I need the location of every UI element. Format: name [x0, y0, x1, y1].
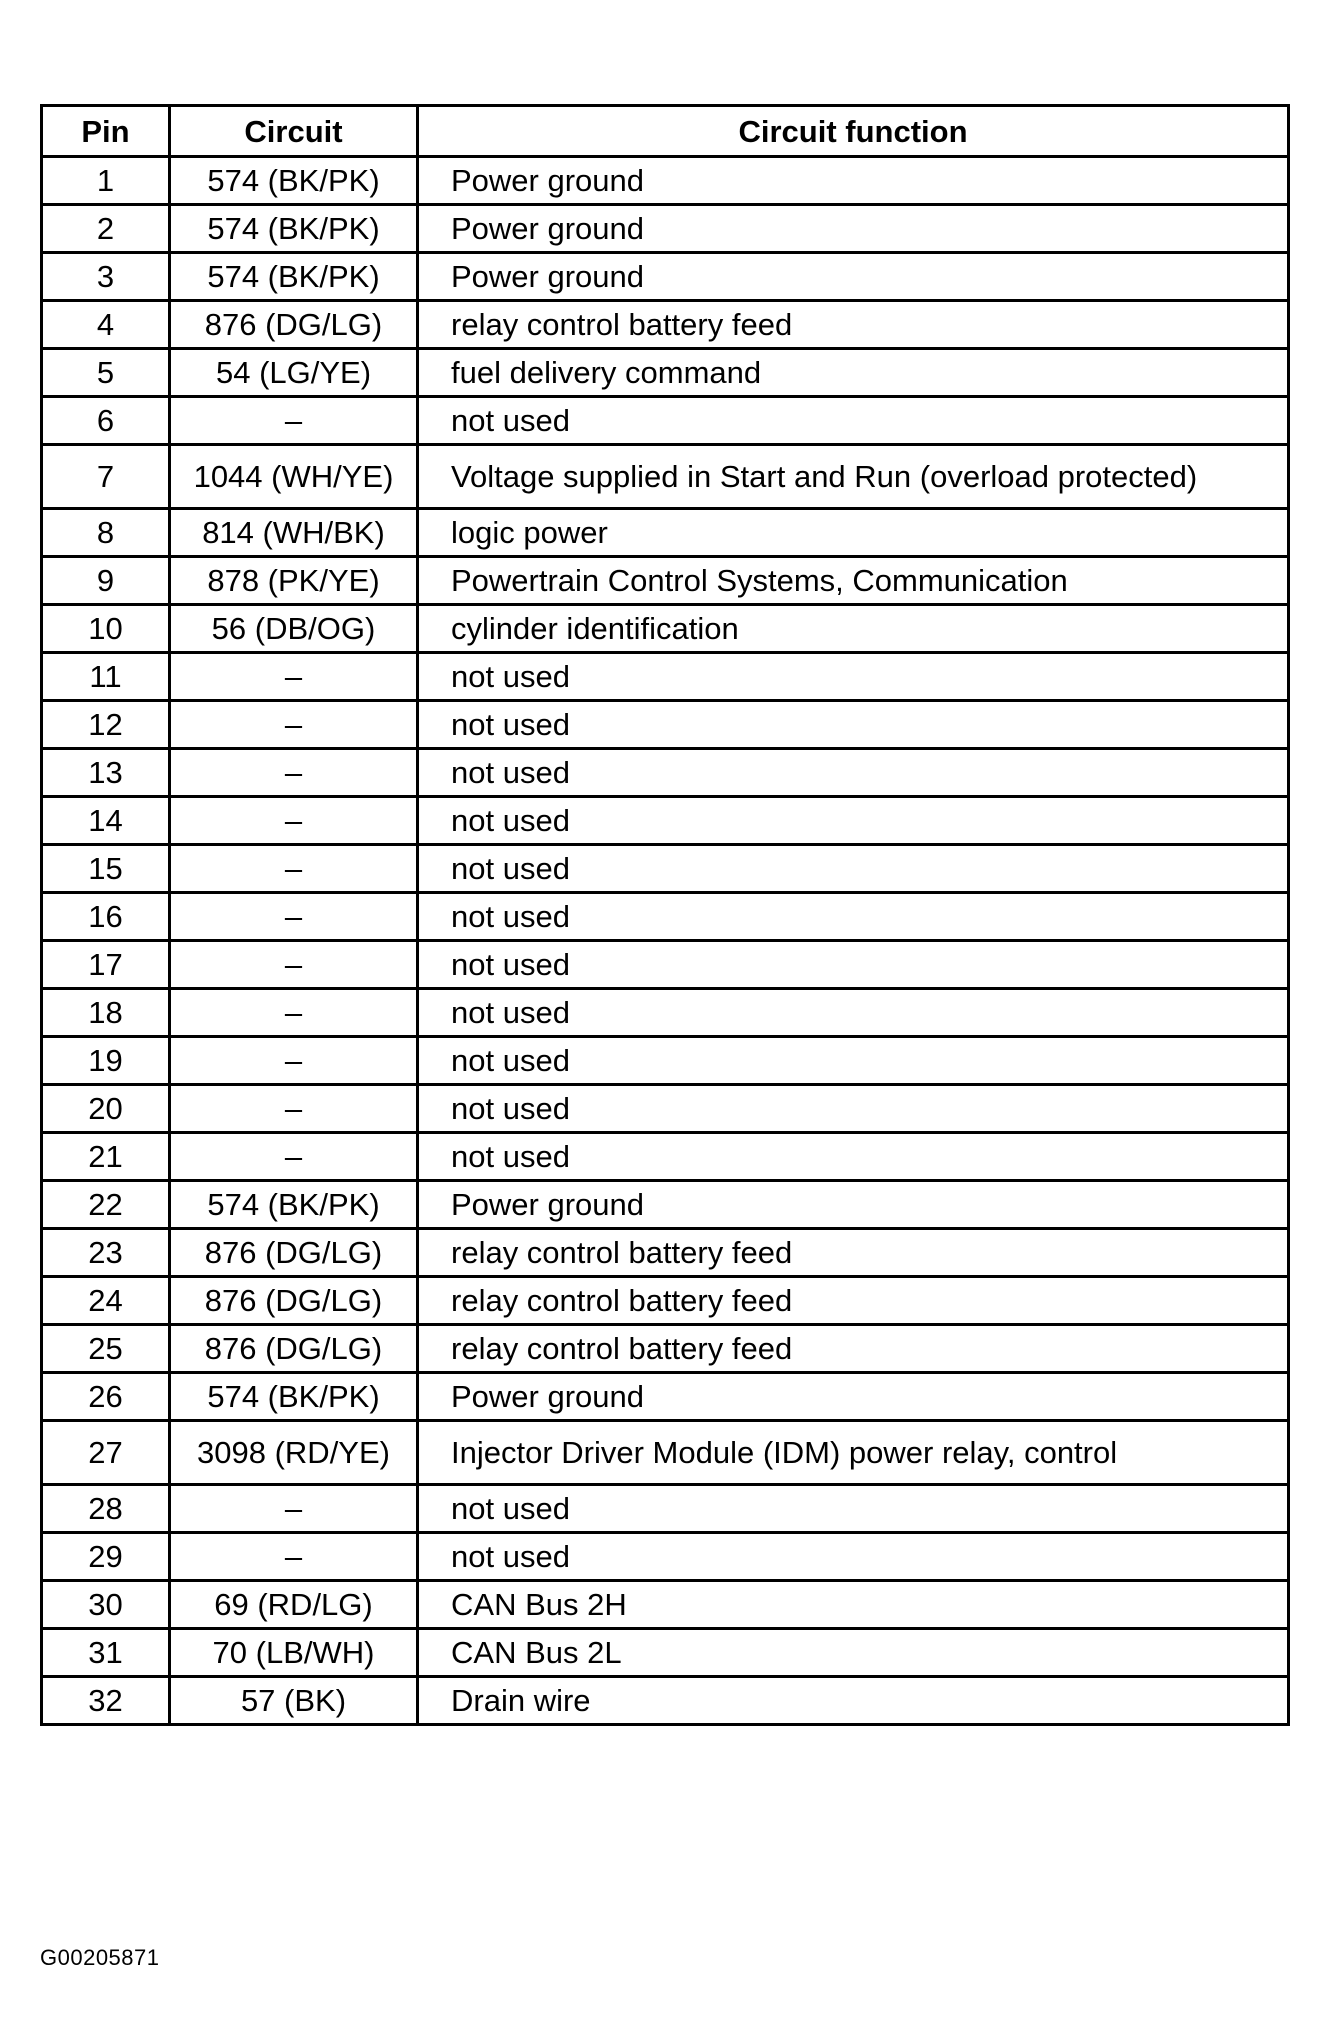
circuit-cell: –	[170, 989, 418, 1037]
circuit-function-cell: not used	[418, 941, 1289, 989]
circuit-cell: 876 (DG/LG)	[170, 1229, 418, 1277]
circuit-function-cell: Voltage supplied in Start and Run (overload protected)	[418, 445, 1289, 509]
circuit-cell: 574 (BK/PK)	[170, 1181, 418, 1229]
pin-cell: 8	[42, 509, 170, 557]
table-row	[42, 1133, 1289, 1181]
pin-cell: 4	[42, 301, 170, 349]
circuit-function-cell: relay control battery feed	[418, 1229, 1289, 1277]
circuit-function-cell: not used	[418, 749, 1289, 797]
figure-id: G00205871	[40, 1945, 160, 1970]
circuit-function-cell: Drain wire	[418, 1677, 1289, 1725]
pin-cell: 19	[42, 1037, 170, 1085]
circuit-function-cell: not used	[418, 397, 1289, 445]
circuit-function-cell: not used	[418, 653, 1289, 701]
table-row	[42, 797, 1289, 845]
table-row	[42, 1229, 1289, 1277]
circuit-cell: –	[170, 653, 418, 701]
table-row	[42, 1037, 1289, 1085]
circuit-cell: 70 (LB/WH)	[170, 1629, 418, 1677]
pin-cell: 16	[42, 893, 170, 941]
circuit-cell: 69 (RD/LG)	[170, 1581, 418, 1629]
circuit-function-cell: fuel delivery command	[418, 349, 1289, 397]
table-row	[42, 1533, 1289, 1581]
circuit-function-cell: cylinder identification	[418, 605, 1289, 653]
pin-cell: 1	[42, 157, 170, 205]
table-row	[42, 557, 1289, 605]
table-row	[42, 205, 1289, 253]
table-row	[42, 1277, 1289, 1325]
pin-cell: 24	[42, 1277, 170, 1325]
pin-cell: 3	[42, 253, 170, 301]
pin-cell: 5	[42, 349, 170, 397]
circuit-function-cell: relay control battery feed	[418, 1325, 1289, 1373]
pin-cell: 17	[42, 941, 170, 989]
pin-cell: 22	[42, 1181, 170, 1229]
header-circuit: Circuit	[170, 106, 418, 157]
table-row	[42, 1629, 1289, 1677]
pin-cell: 2	[42, 205, 170, 253]
circuit-cell: 814 (WH/BK)	[170, 509, 418, 557]
circuit-cell: –	[170, 1133, 418, 1181]
circuit-cell: –	[170, 1533, 418, 1581]
circuit-cell: –	[170, 1085, 418, 1133]
circuit-cell: 574 (BK/PK)	[170, 157, 418, 205]
circuit-cell: –	[170, 845, 418, 893]
pin-cell: 12	[42, 701, 170, 749]
circuit-function-cell: not used	[418, 1485, 1289, 1533]
pin-cell: 9	[42, 557, 170, 605]
pin-cell: 32	[42, 1677, 170, 1725]
circuit-function-cell: not used	[418, 1037, 1289, 1085]
circuit-function-cell: Power ground	[418, 1181, 1289, 1229]
pin-cell: 30	[42, 1581, 170, 1629]
circuit-function-cell: Power ground	[418, 1373, 1289, 1421]
table-row	[42, 1485, 1289, 1533]
circuit-function-cell: not used	[418, 989, 1289, 1037]
circuit-cell: 574 (BK/PK)	[170, 1373, 418, 1421]
circuit-cell: –	[170, 749, 418, 797]
circuit-function-cell: not used	[418, 893, 1289, 941]
pin-cell: 18	[42, 989, 170, 1037]
circuit-function-cell: not used	[418, 797, 1289, 845]
circuit-cell: –	[170, 1037, 418, 1085]
circuit-cell: –	[170, 397, 418, 445]
table-row	[42, 397, 1289, 445]
header-circuit-function: Circuit function	[418, 106, 1289, 157]
table-row	[42, 1325, 1289, 1373]
circuit-cell: –	[170, 797, 418, 845]
circuit-cell: 574 (BK/PK)	[170, 205, 418, 253]
circuit-function-cell: not used	[418, 1133, 1289, 1181]
circuit-cell: –	[170, 701, 418, 749]
table-row	[42, 445, 1289, 509]
circuit-function-cell: Injector Driver Module (IDM) power relay, control	[418, 1421, 1289, 1485]
table-row	[42, 989, 1289, 1037]
table-row	[42, 1581, 1289, 1629]
table-row	[42, 605, 1289, 653]
circuit-function-cell: not used	[418, 701, 1289, 749]
table-row	[42, 157, 1289, 205]
pin-cell: 28	[42, 1485, 170, 1533]
circuit-function-cell: not used	[418, 845, 1289, 893]
circuit-cell: 878 (PK/YE)	[170, 557, 418, 605]
table-body	[42, 157, 1289, 1725]
pin-cell: 20	[42, 1085, 170, 1133]
header-pin: Pin	[42, 106, 170, 157]
circuit-function-cell: relay control battery feed	[418, 1277, 1289, 1325]
circuit-function-cell: CAN Bus 2H	[418, 1581, 1289, 1629]
circuit-cell: –	[170, 1485, 418, 1533]
table-row	[42, 893, 1289, 941]
circuit-cell: 574 (BK/PK)	[170, 253, 418, 301]
circuit-cell: 876 (DG/LG)	[170, 1277, 418, 1325]
circuit-function-cell: Powertrain Control Systems, Communication	[418, 557, 1289, 605]
pin-cell: 21	[42, 1133, 170, 1181]
table-row	[42, 253, 1289, 301]
table-row	[42, 301, 1289, 349]
circuit-function-cell: Power ground	[418, 205, 1289, 253]
table-row	[42, 653, 1289, 701]
circuit-cell: 876 (DG/LG)	[170, 1325, 418, 1373]
circuit-cell: 54 (LG/YE)	[170, 349, 418, 397]
table-row	[42, 1421, 1289, 1485]
circuit-cell: 57 (BK)	[170, 1677, 418, 1725]
table-row	[42, 509, 1289, 557]
circuit-cell: 876 (DG/LG)	[170, 301, 418, 349]
table-row	[42, 1181, 1289, 1229]
pin-cell: 14	[42, 797, 170, 845]
pin-table	[40, 104, 1290, 1726]
pin-cell: 31	[42, 1629, 170, 1677]
table-row	[42, 349, 1289, 397]
circuit-cell: 56 (DB/OG)	[170, 605, 418, 653]
pin-cell: 15	[42, 845, 170, 893]
pin-cell: 11	[42, 653, 170, 701]
table-row	[42, 1085, 1289, 1133]
table-row	[42, 941, 1289, 989]
circuit-function-cell: CAN Bus 2L	[418, 1629, 1289, 1677]
table-row	[42, 1677, 1289, 1725]
pin-cell: 26	[42, 1373, 170, 1421]
table-row	[42, 845, 1289, 893]
pin-cell: 29	[42, 1533, 170, 1581]
circuit-function-cell: Power ground	[418, 253, 1289, 301]
table-row	[42, 701, 1289, 749]
table-row	[42, 1373, 1289, 1421]
circuit-cell: 3098 (RD/YE)	[170, 1421, 418, 1485]
circuit-function-cell: not used	[418, 1533, 1289, 1581]
circuit-cell: 1044 (WH/YE)	[170, 445, 418, 509]
pin-cell: 27	[42, 1421, 170, 1485]
circuit-cell: –	[170, 893, 418, 941]
circuit-cell: –	[170, 941, 418, 989]
circuit-function-cell: logic power	[418, 509, 1289, 557]
circuit-function-cell: Power ground	[418, 157, 1289, 205]
pin-cell: 25	[42, 1325, 170, 1373]
pin-cell: 7	[42, 445, 170, 509]
pin-cell: 13	[42, 749, 170, 797]
circuit-function-cell: relay control battery feed	[418, 301, 1289, 349]
circuit-function-cell: not used	[418, 1085, 1289, 1133]
pin-cell: 10	[42, 605, 170, 653]
pin-cell: 23	[42, 1229, 170, 1277]
table-header-row	[42, 106, 1289, 157]
pin-cell: 6	[42, 397, 170, 445]
table-row	[42, 749, 1289, 797]
